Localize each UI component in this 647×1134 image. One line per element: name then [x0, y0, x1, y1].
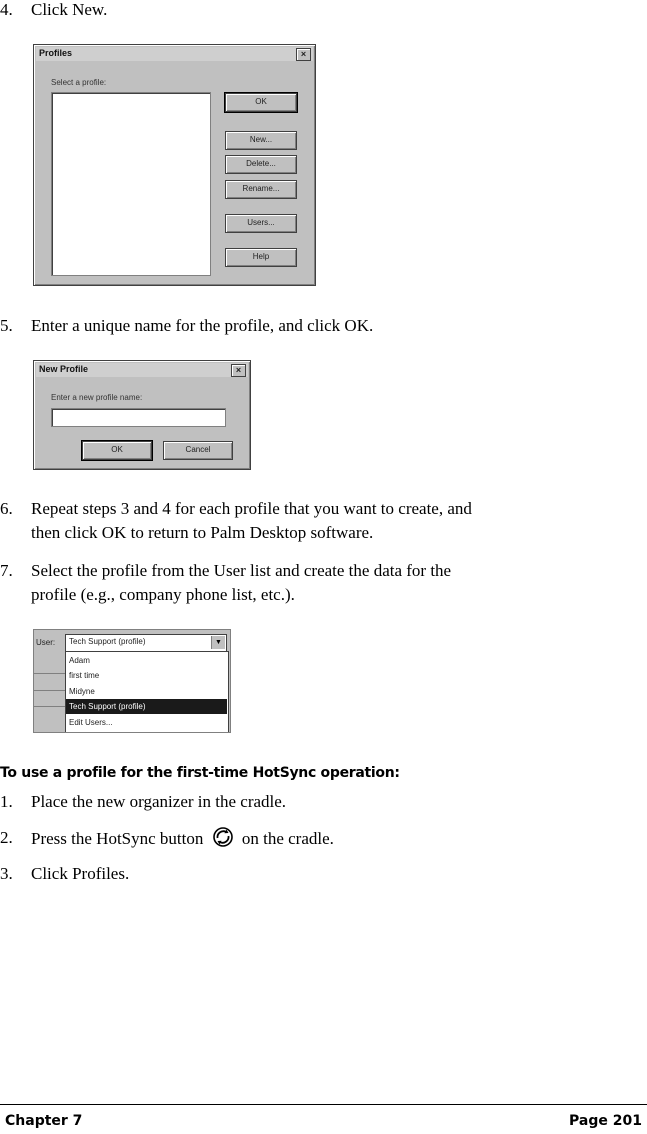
- user-label: User:: [36, 638, 56, 647]
- profile-name-input[interactable]: [51, 408, 226, 427]
- help-button[interactable]: Help: [225, 248, 297, 267]
- step-number: 3.: [0, 864, 13, 883]
- user-list-item-tech-support[interactable]: Tech Support (profile): [66, 699, 227, 714]
- step-text: Place the new organizer in the cradle.: [31, 792, 287, 811]
- step-text-line-1: Select the profile from the User list and create the data for the: [31, 561, 452, 580]
- step-number: 2.: [0, 828, 13, 847]
- step-text: Click Profiles.: [31, 864, 130, 883]
- step-number: 5.: [0, 316, 13, 335]
- select-profile-label: Select a profile:: [51, 78, 107, 87]
- close-icon[interactable]: ×: [296, 48, 311, 61]
- step-number: 7.: [0, 561, 13, 580]
- step-text-before: Press the HotSync button: [31, 829, 204, 848]
- profile-list[interactable]: [51, 92, 211, 276]
- cancel-button[interactable]: Cancel: [163, 441, 233, 460]
- step-number: 1.: [0, 792, 13, 811]
- close-icon[interactable]: ×: [231, 364, 246, 377]
- ok-button[interactable]: OK: [225, 93, 297, 112]
- step-text: Enter a unique name for the profile, and click OK.: [31, 316, 374, 335]
- rename-button[interactable]: Rename...: [225, 180, 297, 199]
- step-number: 4.: [0, 0, 13, 19]
- dialog-title: Profiles: [39, 48, 73, 58]
- list-rule: [34, 706, 66, 707]
- new-profile-dialog: [33, 360, 251, 470]
- step-text-line-2: profile (e.g., company phone list, etc.).: [31, 585, 295, 604]
- list-rule: [34, 673, 66, 674]
- user-list-item-midyne[interactable]: Midyne: [69, 687, 95, 696]
- step-text-line-2: then click OK to return to Palm Desktop software.: [31, 523, 374, 542]
- dialog-title: New Profile: [39, 364, 89, 374]
- hotsync-icon: [211, 826, 235, 848]
- step-text-after: on the cradle.: [241, 829, 334, 848]
- step-text-line-1: Repeat steps 3 and 4 for each profile that you want to create, and: [31, 499, 472, 518]
- profile-name-prompt: Enter a new profile name:: [51, 393, 143, 402]
- dropdown-arrow-icon[interactable]: ▼: [211, 636, 225, 649]
- footer-page: Page 201: [569, 1113, 642, 1129]
- footer-chapter: Chapter 7: [5, 1113, 83, 1129]
- title-bar: [36, 363, 248, 377]
- section-heading: To use a profile for the first-time HotSync operation:: [0, 765, 400, 781]
- user-list-item-adam[interactable]: Adam: [69, 656, 90, 665]
- ok-button[interactable]: OK: [82, 441, 152, 460]
- step-text: Click New.: [31, 0, 108, 19]
- step-text: [31, 826, 631, 850]
- list-rule: [34, 690, 66, 691]
- new-button[interactable]: New...: [225, 131, 297, 150]
- selected-user: Tech Support (profile): [69, 637, 146, 646]
- profiles-dialog: [33, 44, 316, 286]
- footer-divider: [0, 1104, 647, 1105]
- user-select[interactable]: [65, 634, 227, 652]
- user-list-item-edit-users[interactable]: Edit Users...: [69, 718, 113, 727]
- delete-button[interactable]: Delete...: [225, 155, 297, 174]
- user-list-item-first-time[interactable]: first time: [69, 671, 100, 680]
- title-bar: [36, 47, 313, 61]
- step-number: 6.: [0, 499, 13, 518]
- users-button[interactable]: Users...: [225, 214, 297, 233]
